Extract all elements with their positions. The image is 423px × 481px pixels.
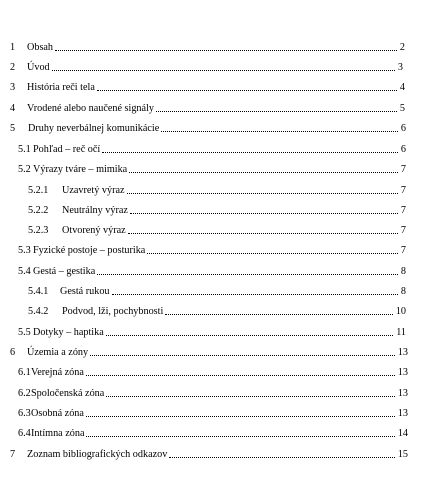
toc-entry-title: História reči tela	[27, 82, 95, 93]
toc-entry[interactable]	[18, 142, 406, 156]
toc-entry-title: Druhy neverbálnej komunikácie	[28, 123, 160, 134]
toc-entry-number: 5.2.3	[28, 225, 49, 236]
toc-entry-page: 6	[400, 123, 406, 134]
toc-dot-leader	[128, 232, 398, 234]
toc-entry-number: 5	[10, 123, 16, 134]
toc-entry-title: Výrazy tváre – mimika	[33, 164, 128, 175]
toc-entry-page: 7	[400, 164, 406, 175]
toc-entry-number: 5.4.1	[28, 286, 49, 297]
toc-entry-page: 7	[400, 205, 406, 216]
toc-entry-number: 5.3	[18, 245, 31, 256]
toc-entry[interactable]	[28, 304, 406, 318]
toc-entry-number: 3	[10, 82, 16, 93]
toc-entry[interactable]	[10, 60, 403, 74]
toc-entry-title: Vrodené alebo naučené signály	[27, 103, 154, 114]
toc-entry-number: 7	[10, 449, 16, 460]
toc-entry-page: 3	[397, 62, 403, 73]
toc-entry[interactable]	[10, 40, 405, 54]
toc-entry-page: 13	[397, 367, 408, 378]
toc-entry-number: 6.4	[18, 428, 31, 439]
toc-entry-title: Uzavretý výraz	[62, 185, 125, 196]
toc-entry-page: 11	[396, 327, 406, 338]
toc-entry-number: 5.4.2	[28, 306, 49, 317]
toc-entry[interactable]	[18, 406, 408, 420]
toc-dot-leader	[106, 395, 395, 397]
toc-dot-leader	[169, 456, 395, 458]
toc-entry-page: 4	[399, 82, 405, 93]
toc-entry-title: Gestá – gestika	[33, 266, 96, 277]
toc-entry[interactable]	[28, 223, 406, 237]
toc-dot-leader	[112, 293, 398, 295]
toc-entry-title: Neutrálny výraz	[62, 205, 128, 216]
toc-entry-page: 6	[400, 144, 406, 155]
toc-entry-page: 7	[400, 185, 406, 196]
toc-entry-number: 5.1	[18, 144, 31, 155]
toc-entry[interactable]	[28, 284, 406, 298]
toc-dot-leader	[86, 374, 395, 376]
toc-dot-leader	[86, 415, 395, 417]
toc-entry-number: 5.5	[18, 327, 31, 338]
toc-entry-title: Intímna zóna	[31, 428, 85, 439]
toc-entry-page: 13	[397, 347, 408, 358]
toc-entry-page: 10	[395, 306, 406, 317]
toc-entry-title: Pohľad – reč očí	[33, 144, 101, 155]
toc-entry-number: 6.2	[18, 388, 31, 399]
toc-dot-leader	[127, 192, 398, 194]
toc-entry-page: 5	[399, 103, 405, 114]
toc-entry-title: Verejná zóna	[31, 367, 84, 378]
toc-entry-page: 2	[399, 42, 405, 53]
toc-entry[interactable]	[18, 426, 408, 440]
toc-entry[interactable]	[18, 325, 406, 339]
toc-entry-page: 8	[400, 266, 406, 277]
toc-entry-page: 14	[397, 428, 408, 439]
toc-entry-number: 2	[10, 62, 16, 73]
toc-entry-page: 8	[400, 286, 406, 297]
toc-entry[interactable]	[18, 264, 406, 278]
toc-entry-number: 1	[10, 42, 16, 53]
toc-dot-leader	[90, 354, 395, 356]
toc-dot-leader	[156, 110, 397, 112]
toc-entry-number: 6.3	[18, 408, 31, 419]
toc-dot-leader	[129, 171, 398, 173]
toc-dot-leader	[161, 130, 398, 132]
toc-entry[interactable]	[10, 345, 408, 359]
toc-entry[interactable]	[10, 447, 408, 461]
toc-entry-number: 6	[10, 347, 16, 358]
toc-entry[interactable]	[10, 121, 406, 135]
toc-entry-page: 15	[397, 449, 408, 460]
toc-entry-page: 13	[397, 388, 408, 399]
toc-entry[interactable]	[18, 365, 408, 379]
toc-dot-leader	[165, 313, 393, 315]
toc-dot-leader	[106, 334, 393, 336]
toc-entry-number: 4	[10, 103, 16, 114]
toc-entry[interactable]	[10, 101, 405, 115]
toc-entry[interactable]	[18, 243, 406, 257]
toc-dot-leader	[97, 273, 398, 275]
toc-dot-leader	[55, 49, 397, 51]
toc-entry[interactable]	[28, 183, 406, 197]
toc-entry-number: 5.2.2	[28, 205, 49, 216]
toc-dot-leader	[130, 212, 398, 214]
toc-entry-page: 7	[400, 245, 406, 256]
toc-entry-number: 5.2	[18, 164, 31, 175]
toc-entry-number: 5.4	[18, 266, 31, 277]
toc-entry-title: Úvod	[27, 62, 50, 73]
toc-entry-title: Územia a zóny	[27, 347, 89, 358]
toc-entry-title: Dotyky – haptika	[33, 327, 104, 338]
toc-entry-title: Otvorený výraz	[62, 225, 126, 236]
toc-entry-title: Spoločenská zóna	[31, 388, 105, 399]
toc-dot-leader	[97, 89, 397, 91]
toc-entry-number: 5.2.1	[28, 185, 49, 196]
toc-dot-leader	[52, 69, 395, 71]
toc-entry[interactable]	[10, 80, 405, 94]
toc-dot-leader	[147, 252, 398, 254]
toc-entry-title: Podvod, lži, pochybnosti	[62, 306, 164, 317]
toc-entry-page: 7	[400, 225, 406, 236]
toc-dot-leader	[86, 435, 394, 437]
toc-entry-title: Osobná zóna	[31, 408, 84, 419]
toc-entry[interactable]	[18, 162, 406, 176]
toc-entry-number: 6.1	[18, 367, 31, 378]
toc-entry-title: Gestá rukou	[60, 286, 110, 297]
toc-dot-leader	[102, 151, 398, 153]
toc-entry-title: Fyzické postoje – posturika	[33, 245, 146, 256]
toc-entry-page: 13	[397, 408, 408, 419]
toc-entry[interactable]	[28, 203, 406, 217]
toc-entry-title: Obsah	[27, 42, 54, 53]
toc-entry-title: Zoznam bibliografických odkazov	[27, 449, 168, 460]
toc-entry[interactable]	[18, 386, 408, 400]
